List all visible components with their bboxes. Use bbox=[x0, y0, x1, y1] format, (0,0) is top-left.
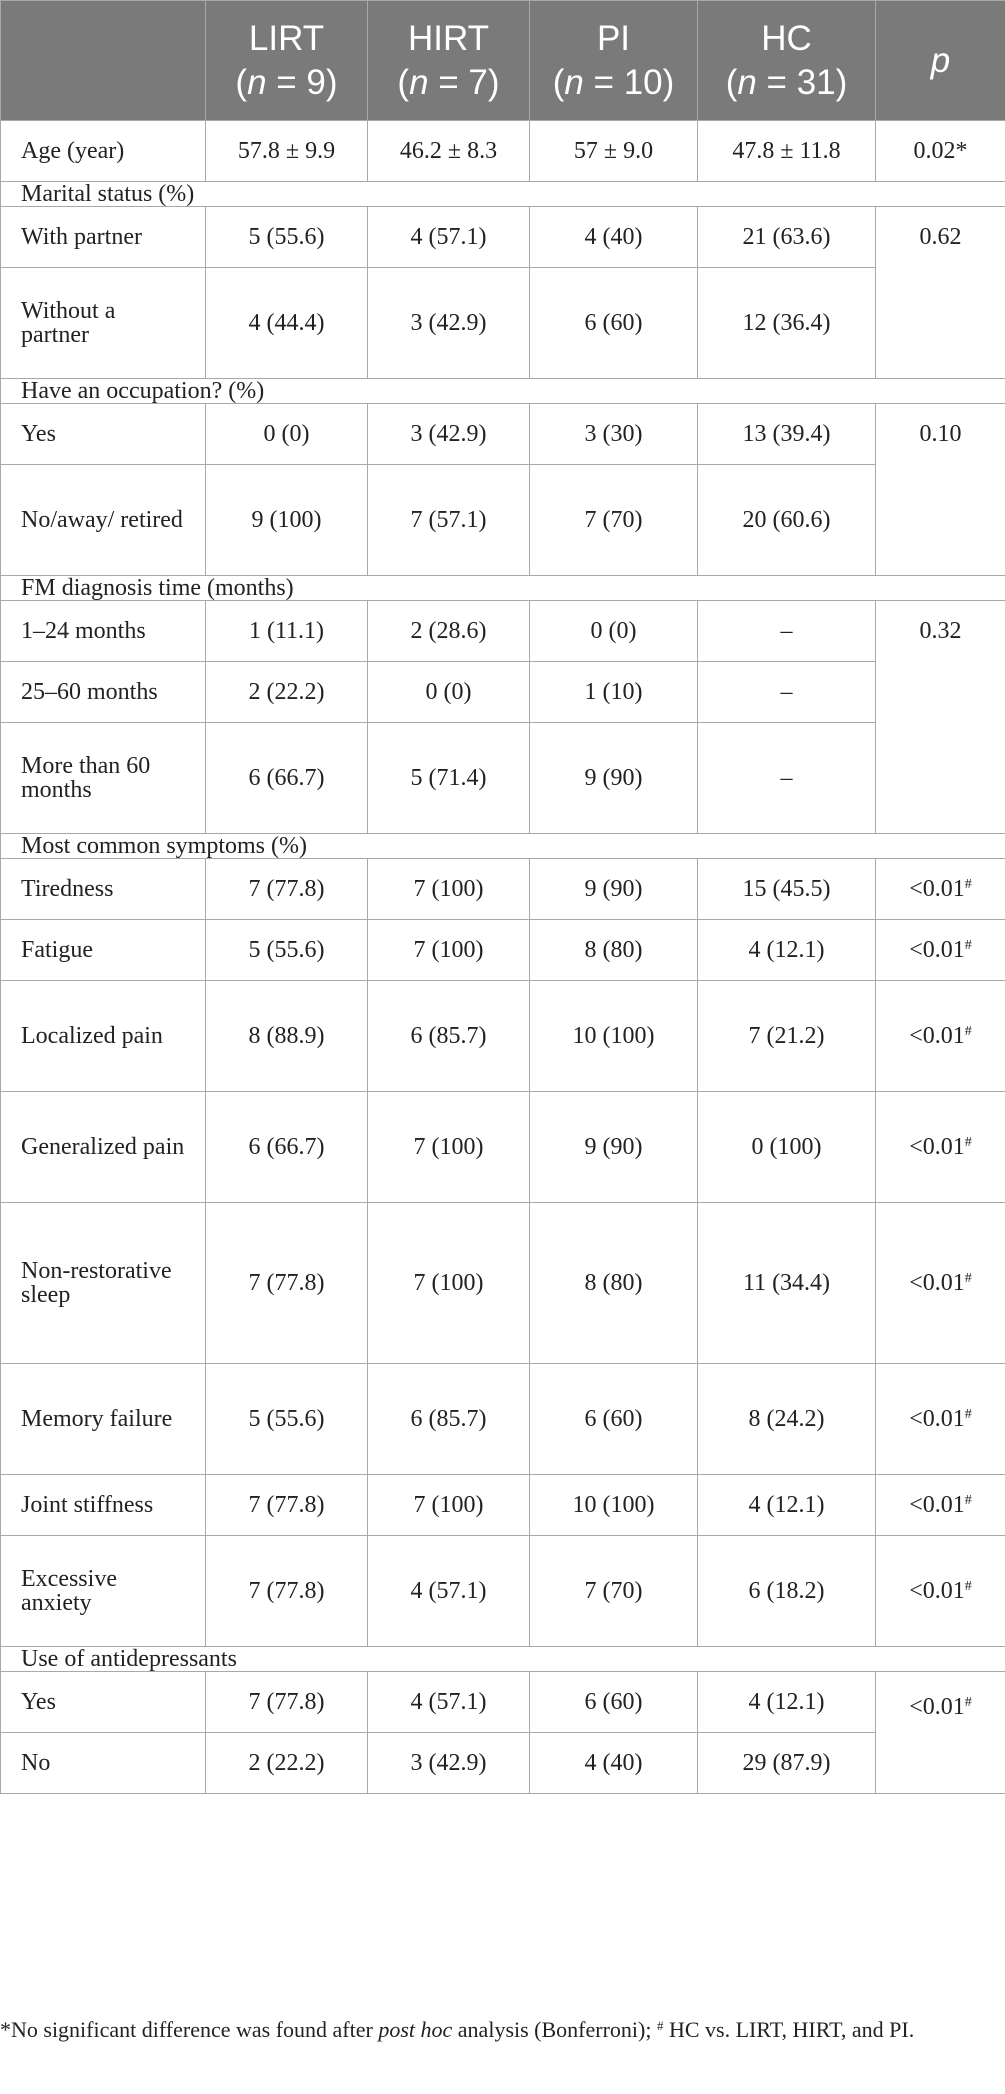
cell-pi: 0 (0) bbox=[530, 601, 698, 662]
row-label: Fatigue bbox=[1, 920, 206, 981]
cell-lirt: 7 (77.8) bbox=[206, 1536, 368, 1647]
row-label: More than 60 months bbox=[1, 723, 206, 834]
cell-hc: 20 (60.6) bbox=[698, 465, 876, 576]
section-row bbox=[1, 379, 1005, 404]
cell-lirt: 1 (11.1) bbox=[206, 601, 368, 662]
cell-hc: 13 (39.4) bbox=[698, 404, 876, 465]
cell-hirt: 46.2 ± 8.3 bbox=[368, 121, 530, 182]
cell-pi: 10 (100) bbox=[530, 981, 698, 1092]
section-row bbox=[1, 834, 1005, 859]
section-title: FM diagnosis time (months) bbox=[1, 576, 1005, 601]
section-title: Most common symptoms (%) bbox=[1, 834, 1005, 859]
cell-hirt: 7 (100) bbox=[368, 920, 530, 981]
cell-hc: 7 (21.2) bbox=[698, 981, 876, 1092]
header-hc-name: HC bbox=[761, 18, 812, 58]
table-row bbox=[1, 601, 1005, 662]
cell-pi: 9 (90) bbox=[530, 1092, 698, 1203]
cell-hc: 12 (36.4) bbox=[698, 268, 876, 379]
row-label: Generalized pain bbox=[1, 1092, 206, 1203]
cell-pi: 9 (90) bbox=[530, 859, 698, 920]
table-row bbox=[1, 723, 1005, 834]
cell-pi: 4 (40) bbox=[530, 1733, 698, 1794]
table-row bbox=[1, 1536, 1005, 1647]
header-lirt-name: LIRT bbox=[248, 18, 325, 58]
table-row bbox=[1, 1092, 1005, 1203]
cell-pi: 3 (30) bbox=[530, 404, 698, 465]
cell-hc: 0 (100) bbox=[698, 1092, 876, 1203]
cell-hirt: 4 (57.1) bbox=[368, 1672, 530, 1733]
row-label: 1–24 months bbox=[1, 601, 206, 662]
cell-lirt: 5 (55.6) bbox=[206, 920, 368, 981]
table-row bbox=[1, 465, 1005, 576]
cell-p: <0.01# bbox=[876, 1475, 1005, 1536]
cell-hirt: 7 (100) bbox=[368, 859, 530, 920]
cell-hirt: 3 (42.9) bbox=[368, 1733, 530, 1794]
table-row bbox=[1, 1733, 1005, 1794]
cell-p: 0.62 bbox=[876, 207, 1005, 379]
cell-lirt: 2 (22.2) bbox=[206, 662, 368, 723]
table-row bbox=[1, 207, 1005, 268]
row-label: Age (year) bbox=[1, 121, 206, 182]
cell-hirt: 3 (42.9) bbox=[368, 268, 530, 379]
cell-p: <0.01# bbox=[876, 1092, 1005, 1203]
table-row bbox=[1, 268, 1005, 379]
row-label: Yes bbox=[1, 404, 206, 465]
cell-hc: 21 (63.6) bbox=[698, 207, 876, 268]
cell-hc: 8 (24.2) bbox=[698, 1364, 876, 1475]
row-label: Localized pain bbox=[1, 981, 206, 1092]
cell-lirt: 7 (77.8) bbox=[206, 1672, 368, 1733]
table-row bbox=[1, 121, 1005, 182]
header-pi bbox=[530, 1, 698, 121]
cell-pi: 8 (80) bbox=[530, 920, 698, 981]
cell-hirt: 7 (57.1) bbox=[368, 465, 530, 576]
row-label: Non-restorative sleep bbox=[1, 1203, 206, 1364]
cell-hirt: 6 (85.7) bbox=[368, 981, 530, 1092]
cell-p: <0.01# bbox=[876, 1203, 1005, 1364]
cell-pi: 4 (40) bbox=[530, 207, 698, 268]
cell-p: 0.32 bbox=[876, 601, 1005, 834]
row-label: Tiredness bbox=[1, 859, 206, 920]
cell-hc: 6 (18.2) bbox=[698, 1536, 876, 1647]
cell-p: <0.01# bbox=[876, 920, 1005, 981]
cell-hc: 47.8 ± 11.8 bbox=[698, 121, 876, 182]
table-row bbox=[1, 404, 1005, 465]
cell-pi: 7 (70) bbox=[530, 1536, 698, 1647]
cell-hirt: 4 (57.1) bbox=[368, 207, 530, 268]
header-row bbox=[1, 1, 1005, 121]
cell-lirt: 8 (88.9) bbox=[206, 981, 368, 1092]
header-lirt-n: (n = 9) bbox=[235, 62, 338, 102]
cell-hc: – bbox=[698, 601, 876, 662]
cell-hc: 4 (12.1) bbox=[698, 1475, 876, 1536]
header-hc bbox=[698, 1, 876, 121]
row-label: No bbox=[1, 1733, 206, 1794]
cell-lirt: 2 (22.2) bbox=[206, 1733, 368, 1794]
row-label: Yes bbox=[1, 1672, 206, 1733]
section-row bbox=[1, 1647, 1005, 1672]
cell-hirt: 7 (100) bbox=[368, 1203, 530, 1364]
cell-lirt: 0 (0) bbox=[206, 404, 368, 465]
section-row bbox=[1, 182, 1005, 207]
table-row bbox=[1, 1364, 1005, 1475]
cell-hc: 4 (12.1) bbox=[698, 920, 876, 981]
header-lirt bbox=[206, 1, 368, 121]
header-hc-n: (n = 31) bbox=[725, 62, 848, 102]
cell-lirt: 6 (66.7) bbox=[206, 723, 368, 834]
cell-hirt: 3 (42.9) bbox=[368, 404, 530, 465]
row-label: No/away/ retired bbox=[1, 465, 206, 576]
cell-lirt: 9 (100) bbox=[206, 465, 368, 576]
section-row bbox=[1, 576, 1005, 601]
table-row bbox=[1, 920, 1005, 981]
cell-hirt: 2 (28.6) bbox=[368, 601, 530, 662]
row-label: 25–60 months bbox=[1, 662, 206, 723]
cell-hirt: 7 (100) bbox=[368, 1092, 530, 1203]
cell-hc: – bbox=[698, 662, 876, 723]
row-label: With partner bbox=[1, 207, 206, 268]
header-hirt bbox=[368, 1, 530, 121]
cell-pi: 6 (60) bbox=[530, 1364, 698, 1475]
cell-pi: 9 (90) bbox=[530, 723, 698, 834]
cell-lirt: 4 (44.4) bbox=[206, 268, 368, 379]
cell-pi: 1 (10) bbox=[530, 662, 698, 723]
row-label: Without a partner bbox=[1, 268, 206, 379]
cell-hc: 11 (34.4) bbox=[698, 1203, 876, 1364]
row-label: Joint stiffness bbox=[1, 1475, 206, 1536]
cell-p: <0.01# bbox=[876, 859, 1005, 920]
table-row bbox=[1, 981, 1005, 1092]
header-pi-n: (n = 10) bbox=[552, 62, 675, 102]
cell-hc: 29 (87.9) bbox=[698, 1733, 876, 1794]
cell-pi: 6 (60) bbox=[530, 268, 698, 379]
table-row bbox=[1, 1672, 1005, 1733]
header-pi-name: PI bbox=[596, 18, 631, 58]
cell-p: 0.02* bbox=[876, 121, 1005, 182]
row-label: Memory failure bbox=[1, 1364, 206, 1475]
section-title: Marital status (%) bbox=[1, 182, 1005, 207]
header-hirt-n: (n = 7) bbox=[397, 62, 500, 102]
cell-pi: 7 (70) bbox=[530, 465, 698, 576]
cell-hirt: 5 (71.4) bbox=[368, 723, 530, 834]
cell-hc: 4 (12.1) bbox=[698, 1672, 876, 1733]
header-p: p bbox=[876, 1, 1005, 121]
cell-p: 0.10 bbox=[876, 404, 1005, 576]
cell-pi: 10 (100) bbox=[530, 1475, 698, 1536]
cell-pi: 57 ± 9.0 bbox=[530, 121, 698, 182]
header-empty bbox=[1, 1, 206, 121]
cell-hirt: 6 (85.7) bbox=[368, 1364, 530, 1475]
cell-hc: 15 (45.5) bbox=[698, 859, 876, 920]
cell-p: <0.01# bbox=[876, 1672, 1005, 1794]
cell-lirt: 57.8 ± 9.9 bbox=[206, 121, 368, 182]
cell-hirt: 4 (57.1) bbox=[368, 1536, 530, 1647]
cell-lirt: 6 (66.7) bbox=[206, 1092, 368, 1203]
cell-p: <0.01# bbox=[876, 1364, 1005, 1475]
cell-hirt: 0 (0) bbox=[368, 662, 530, 723]
header-hirt-name: HIRT bbox=[407, 18, 490, 58]
cell-lirt: 7 (77.8) bbox=[206, 1203, 368, 1364]
section-title: Have an occupation? (%) bbox=[1, 379, 1005, 404]
table-row bbox=[1, 662, 1005, 723]
cell-p: <0.01# bbox=[876, 981, 1005, 1092]
section-title: Use of antidepressants bbox=[1, 1647, 1005, 1672]
cell-hc: – bbox=[698, 723, 876, 834]
table-row bbox=[1, 1475, 1005, 1536]
table-footnote: *No significant difference was found after post hoc analysis (Bonferroni); # HC vs. LIRT, HIRT, and PI. bbox=[0, 2017, 915, 2042]
row-label: Excessive anxiety bbox=[1, 1536, 206, 1647]
cell-lirt: 7 (77.8) bbox=[206, 859, 368, 920]
cell-lirt: 5 (55.6) bbox=[206, 207, 368, 268]
cell-hirt: 7 (100) bbox=[368, 1475, 530, 1536]
table-row bbox=[1, 1203, 1005, 1364]
cell-p: <0.01# bbox=[876, 1536, 1005, 1647]
cell-lirt: 7 (77.8) bbox=[206, 1475, 368, 1536]
table-row bbox=[1, 859, 1005, 920]
cell-pi: 8 (80) bbox=[530, 1203, 698, 1364]
cell-pi: 6 (60) bbox=[530, 1672, 698, 1733]
cell-lirt: 5 (55.6) bbox=[206, 1364, 368, 1475]
